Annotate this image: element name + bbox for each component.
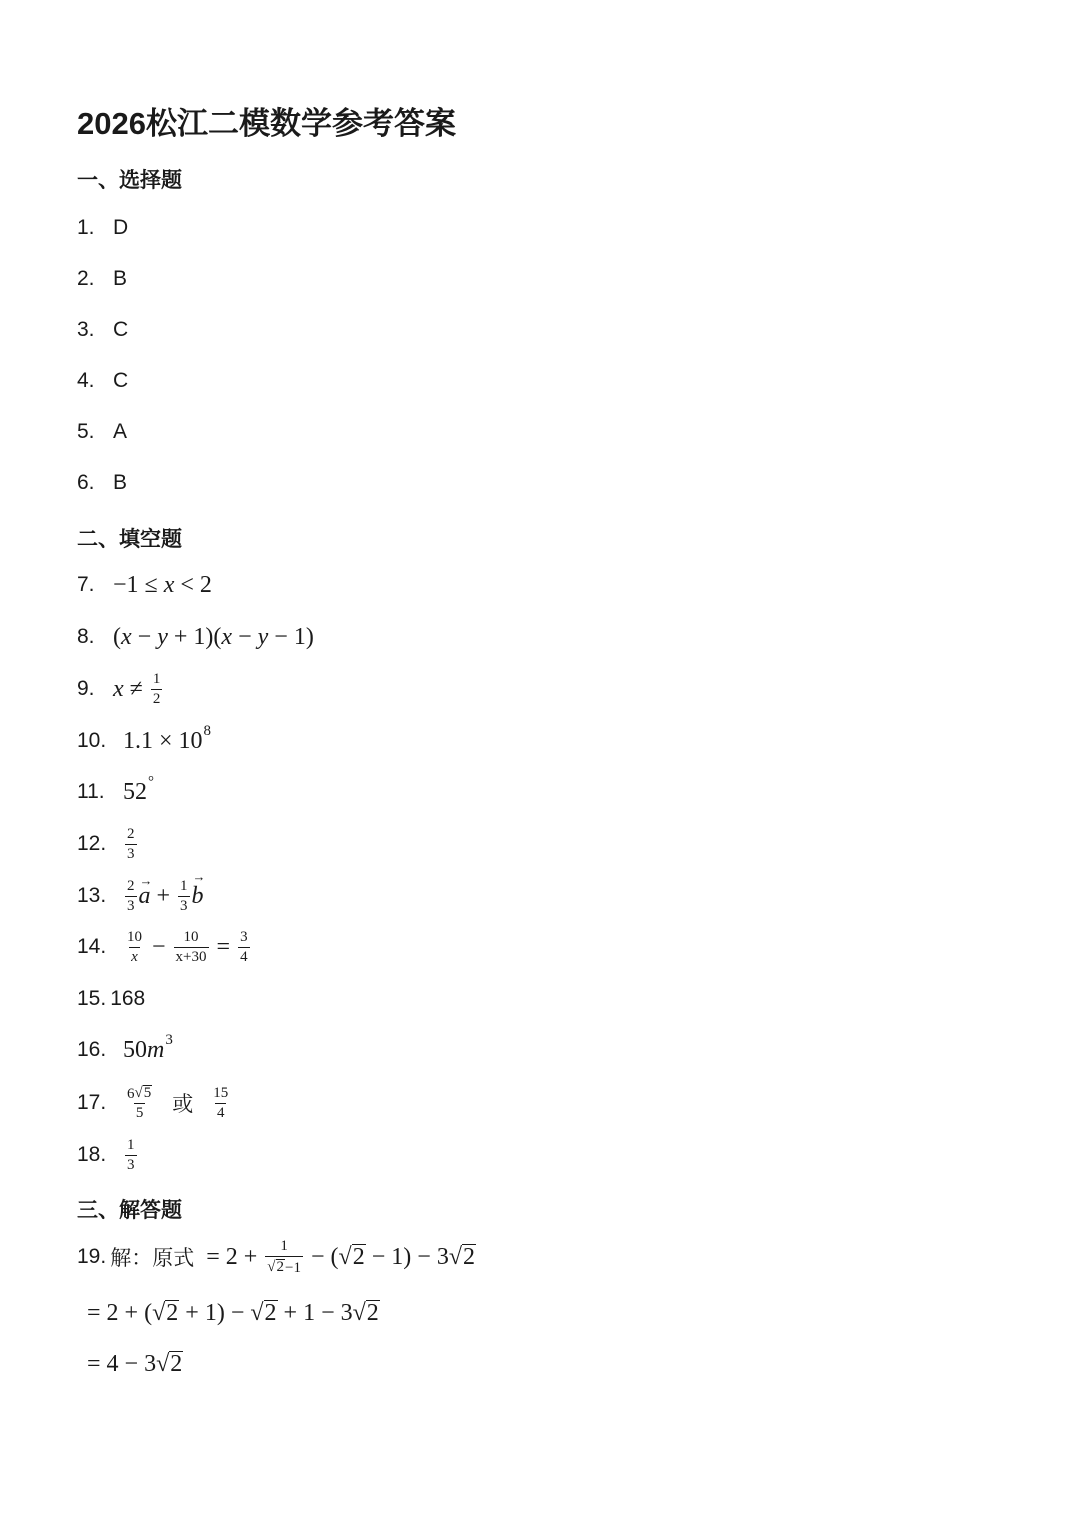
square-root — [339, 1244, 366, 1271]
denominator: 3 — [180, 897, 188, 914]
math-term: 52 — [123, 778, 147, 805]
math-term: 1 — [204, 1299, 217, 1326]
answer-row-18 — [77, 1135, 139, 1175]
math-term: 1 — [391, 1243, 404, 1270]
answer-math — [123, 1085, 232, 1122]
math-term: 4 — [106, 1350, 119, 1377]
answer-row-2 — [77, 259, 127, 299]
math-term: 3 — [144, 1350, 157, 1377]
question-number: 7. — [77, 573, 95, 596]
denominator: 4 — [216, 1104, 225, 1121]
answer-row-10 — [77, 721, 211, 761]
denominator: x — [131, 948, 138, 965]
math-operator: + — [173, 623, 188, 650]
question-number: 16. — [77, 1038, 107, 1061]
numerator: 1 — [180, 877, 188, 894]
math-operator: − — [274, 623, 288, 650]
answer-row-17 — [77, 1083, 232, 1123]
radical-icon: √ — [267, 1259, 276, 1276]
answer-row-12 — [77, 824, 139, 864]
answer-math — [123, 1031, 173, 1064]
radicand: 2 — [462, 1244, 475, 1271]
answer-row-8 — [77, 617, 314, 657]
radicand: 2 — [366, 1300, 379, 1327]
answer-value: C — [113, 318, 129, 341]
vector-a — [138, 872, 153, 910]
or-label: 或 — [172, 1092, 194, 1116]
math-operator: < — [180, 571, 194, 598]
degree-symbol: ° — [148, 773, 154, 790]
fraction — [125, 930, 144, 965]
answer-row-9 — [77, 669, 164, 709]
solution-line-3 — [81, 1344, 183, 1384]
answer-math — [113, 672, 164, 707]
numerator: 15 — [213, 1084, 229, 1101]
answer-math — [113, 624, 314, 651]
math-term: 1 — [303, 1299, 316, 1326]
math-term: 1 — [193, 623, 206, 650]
math-variable: y — [157, 623, 168, 650]
math-operator: + — [124, 1299, 139, 1326]
radicand: 2 — [276, 1258, 285, 1275]
answer-value: B — [113, 267, 128, 290]
square-root — [250, 1300, 277, 1327]
math-term: 10 — [178, 727, 203, 754]
paren: ) — [305, 623, 314, 650]
paren: ( — [113, 623, 121, 650]
math-variable: m — [147, 1036, 165, 1063]
radicand: 2 — [264, 1300, 277, 1327]
answer-math — [123, 827, 139, 862]
solution-line-1 — [77, 1237, 476, 1277]
answer-value: C — [113, 369, 129, 392]
math-operator: ≠ — [129, 675, 143, 702]
radical-icon: √ — [134, 1085, 143, 1102]
paren: ) — [205, 623, 214, 650]
denominator: 4 — [240, 948, 248, 965]
question-number: 4. — [77, 369, 95, 392]
math-operator: − — [124, 1350, 139, 1377]
fraction — [211, 1086, 230, 1121]
math-operator: − — [371, 1243, 386, 1270]
math-term: 1.1 — [123, 727, 153, 754]
denominator: 3 — [127, 845, 135, 862]
square-root — [152, 1300, 179, 1327]
math-operator: × — [159, 727, 173, 754]
question-number: 15. — [77, 987, 107, 1010]
question-number: 11. — [77, 780, 105, 803]
math-operator: + — [283, 1299, 298, 1326]
solution-math — [81, 1351, 183, 1378]
numerator: 1 — [127, 1136, 135, 1153]
coefficient: 6 — [127, 1085, 135, 1102]
math-term: 2 — [106, 1299, 119, 1326]
answer-math — [123, 868, 206, 914]
question-number: 6. — [77, 471, 95, 494]
radicand: 2 — [352, 1244, 365, 1271]
math-variable: y — [257, 623, 269, 650]
math-variable: a — [138, 882, 151, 909]
math-term: −1 — [285, 1259, 301, 1276]
math-operator: = — [87, 1350, 101, 1377]
math-term: 3 — [436, 1243, 449, 1270]
math-operator: − — [417, 1243, 431, 1270]
answer-row-6 — [77, 463, 127, 503]
math-operator: = — [87, 1299, 101, 1326]
denominator: 5 — [135, 1105, 144, 1122]
square-root — [449, 1244, 476, 1271]
paren: ( — [330, 1243, 339, 1270]
radical-icon: √ — [352, 1299, 366, 1326]
math-variable: x — [163, 571, 175, 598]
radicand: 2 — [170, 1351, 183, 1378]
answer-row-13 — [77, 868, 206, 916]
section-choice: 一、选择题 — [77, 169, 182, 192]
question-number: 14. — [77, 935, 107, 958]
question-number: 2. — [77, 267, 95, 290]
page-title: 2026松江二模数学参考答案 — [77, 106, 456, 141]
answer-row-11 — [77, 772, 154, 812]
numerator: 1 — [152, 670, 161, 687]
math-operator: − — [230, 1299, 245, 1326]
question-number: 13. — [77, 884, 107, 907]
denominator: x+30 — [175, 948, 207, 965]
answer-row-1 — [77, 208, 128, 248]
answer-row-15 — [77, 979, 145, 1019]
fraction — [125, 1138, 137, 1173]
question-number: 17. — [77, 1091, 107, 1114]
fraction — [178, 879, 190, 914]
math-term: 50 — [123, 1036, 147, 1063]
question-number: 9. — [77, 677, 95, 700]
answer-value: D — [113, 216, 129, 239]
question-number: 5. — [77, 420, 95, 443]
vector-b — [191, 868, 206, 910]
math-term: 2 — [225, 1243, 238, 1270]
solution-math — [200, 1239, 476, 1276]
fraction — [125, 879, 137, 914]
math-operator: − — [152, 933, 166, 960]
radical-icon: √ — [156, 1350, 170, 1377]
answer-math — [123, 773, 154, 806]
math-variable: x — [221, 623, 233, 650]
radical-icon: √ — [250, 1299, 264, 1326]
square-root — [353, 1300, 380, 1327]
radical-icon: √ — [152, 1299, 166, 1326]
math-operator: = — [216, 933, 231, 960]
exponent: 3 — [165, 1031, 173, 1048]
question-number: 3. — [77, 318, 95, 341]
math-variable: x — [121, 623, 132, 650]
fraction — [125, 1085, 154, 1122]
question-number: 10. — [77, 729, 107, 752]
answer-row-16 — [77, 1030, 173, 1070]
numerator: 2 — [127, 877, 135, 894]
vector-arrow-icon: → — [192, 868, 206, 884]
solution-line-2 — [81, 1293, 380, 1333]
section-fill: 二、填空题 — [77, 528, 182, 551]
math-operator: − — [137, 623, 152, 650]
answer-row-5 — [77, 412, 127, 452]
math-term: 3 — [340, 1299, 353, 1326]
question-number: 19. — [77, 1245, 107, 1268]
fraction — [174, 930, 209, 965]
math-operator: + — [156, 882, 171, 909]
paren: ( — [213, 623, 222, 650]
answer-math — [113, 572, 212, 599]
radicand: 5 — [143, 1084, 152, 1101]
square-root — [267, 1259, 285, 1276]
math-term: 2 — [199, 571, 212, 598]
answer-row-3 — [77, 310, 128, 350]
radicand: 2 — [166, 1300, 179, 1327]
radical-icon: √ — [338, 1243, 352, 1270]
answer-value: 168 — [110, 987, 146, 1010]
answer-row-4 — [77, 361, 128, 401]
answer-math — [123, 930, 252, 965]
denominator: 3 — [127, 897, 135, 914]
math-operator: − — [321, 1299, 335, 1326]
denominator: 2 — [152, 690, 161, 707]
numerator: 10 — [183, 928, 199, 945]
math-operator: − — [311, 1243, 325, 1270]
fraction — [151, 672, 163, 707]
paren: ( — [144, 1299, 153, 1326]
math-operator: + — [243, 1243, 258, 1270]
math-operator: + — [185, 1299, 199, 1326]
answer-math — [123, 1138, 139, 1173]
numerator: 3 — [240, 928, 248, 945]
numerator: 2 — [127, 825, 135, 842]
denominator — [265, 1256, 303, 1276]
solution-prefix: 解：原式 — [110, 1246, 195, 1270]
answer-value: A — [113, 420, 128, 443]
fraction — [265, 1239, 303, 1276]
math-term: −1 — [113, 571, 139, 598]
numerator — [125, 1085, 154, 1104]
square-root — [135, 1085, 153, 1102]
denominator: 3 — [127, 1156, 135, 1173]
numerator: 10 — [127, 928, 142, 945]
math-variable: x — [113, 675, 124, 702]
paren: ) — [216, 1299, 225, 1326]
numerator: 1 — [280, 1237, 288, 1254]
math-variable: b — [191, 882, 204, 909]
math-term: 1 — [293, 623, 306, 650]
math-operator: ≤ — [144, 571, 158, 598]
answer-math — [123, 722, 212, 755]
solution-math — [81, 1300, 380, 1327]
square-root — [156, 1351, 183, 1378]
exponent: 8 — [203, 722, 212, 739]
question-number: 18. — [77, 1143, 107, 1166]
answer-value: B — [113, 471, 128, 494]
vector-arrow-icon: → — [139, 872, 153, 888]
fraction — [125, 827, 137, 862]
answer-row-7 — [77, 565, 212, 605]
answer-row-14 — [77, 927, 252, 967]
question-number: 8. — [77, 625, 95, 648]
radical-icon: √ — [448, 1243, 462, 1270]
paren: ) — [403, 1243, 412, 1270]
math-operator: = — [206, 1243, 220, 1270]
question-number: 12. — [77, 832, 107, 855]
math-operator: − — [238, 623, 252, 650]
section-solve: 三、解答题 — [77, 1199, 182, 1222]
fraction — [238, 930, 250, 965]
question-number: 1. — [77, 216, 95, 239]
